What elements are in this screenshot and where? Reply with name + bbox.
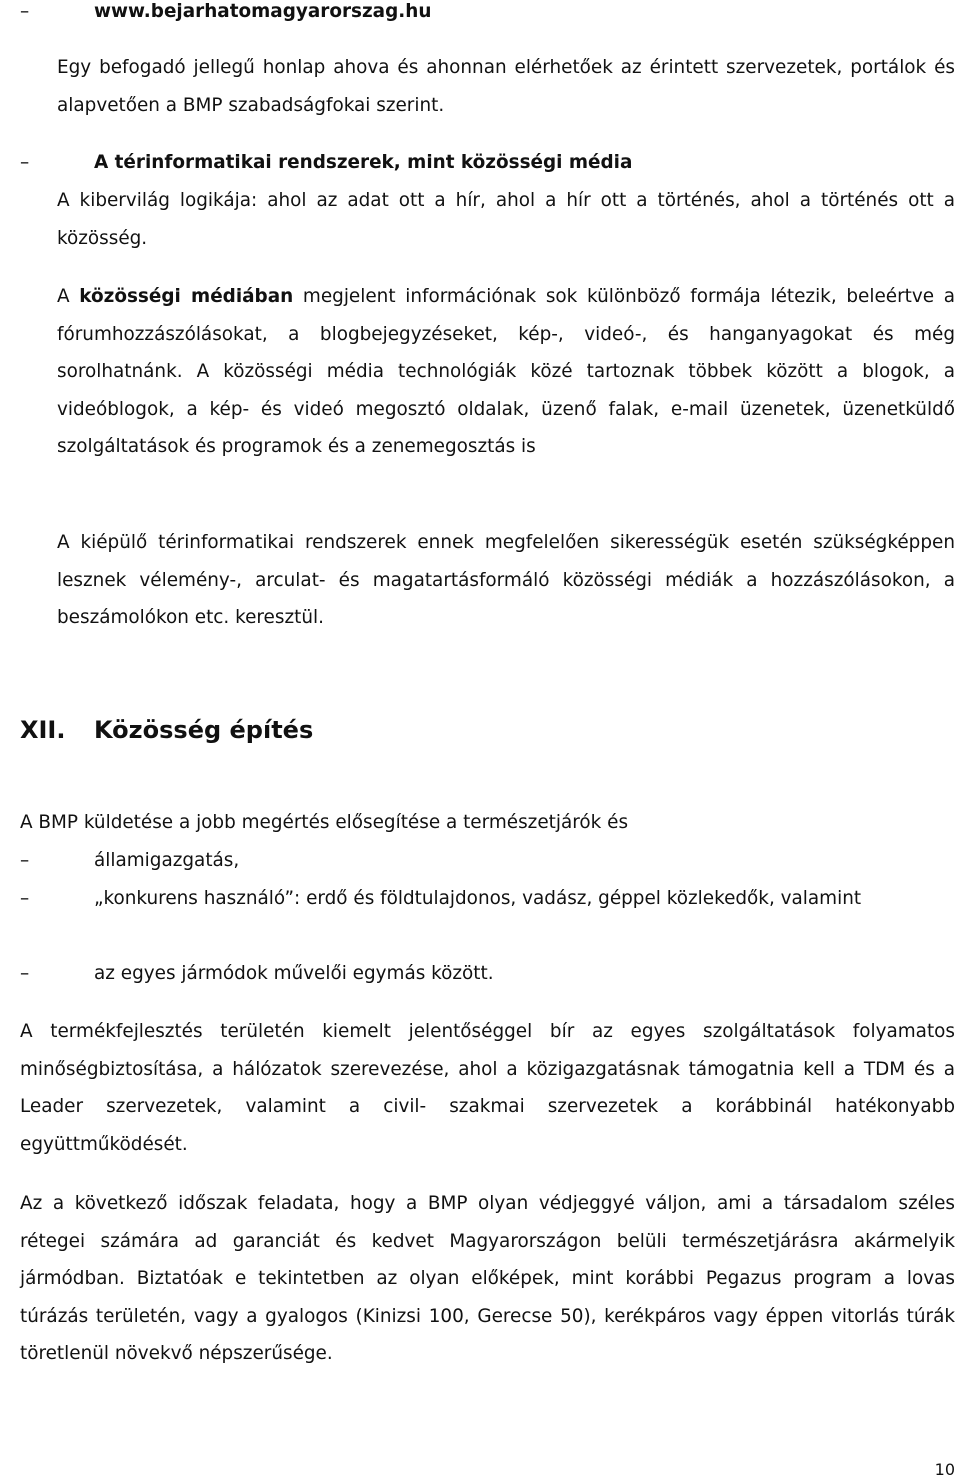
section-heading: [20, 716, 313, 744]
social-media-paragraph: [57, 278, 955, 466]
dash-bullet: –: [20, 152, 30, 173]
website-url: www.bejarhatomagyarorszag.hu: [94, 1, 432, 22]
mission-item-text: „konkurens használó”: erdő és földtulajdonos, vadász, géppel közlekedők, valamint: [94, 888, 862, 909]
future-paragraph: Az a következő időszak feladata, hogy a BMP olyan védjeggyé váljon, ami a társadalom széles rétegei számára ad garanciát és kedvet Magyarországon belüli természetjárásra akármelyik jármódban. Biztatóak e tekintetben az olyan előképek, mint korábbi Pegazus program a lovas túrázás területén, vagy a gyalogos (Kinizsi 100, Gerecse 50), kerékpáros vagy éppen vitorlás túrák töretlenül növekvő népszerűsége.: [20, 1193, 955, 1364]
gis-heading: A térinformatikai rendszerek, mint közösségi média: [94, 152, 633, 173]
url-list-item: [20, 0, 955, 30]
dash-bullet: –: [20, 963, 30, 984]
mission-item-text: államigazgatás,: [94, 850, 240, 871]
mission-list-item: [20, 955, 955, 992]
cyberworld-paragraph: A kibervilág logikája: ahol az adat ott a hír, ahol a hír ott a történés, ahol a történés ott a közösség.: [57, 190, 955, 249]
mission-list-item: [20, 842, 955, 879]
media-bold-term: közösségi médiában: [79, 286, 294, 307]
product-development-paragraph: A termékfejlesztés területén kiemelt jelentőséggel bír az egyes szolgáltatások folyamatos minőségbiztosítása, a hálózatok szerevezése, ahol a közigazgatásnak támogatnia kell a TDM és a Leader szervezetek, valamint a civil- szakmai szervezetek a korábbinál hatékonyabb együttműködését.: [20, 1021, 955, 1155]
media-rest: megjelent információnak sok különböző formája létezik, beleértve a fórumhozzászólásokat, a blogbejegyzéseket, kép-, videó-, és hanganyagokat és még sorolhatnánk. A közösségi média technológiák közé tartoznak többek között a blogok, a videóblogok, a kép- és videó megosztó oldalak, üzenő falak, e-mail üzenetek, üzenetküldő szolgáltatások és programok és a zenemegosztás is: [57, 286, 955, 457]
gis-list-item: [20, 144, 955, 181]
dash-bullet: –: [20, 1, 30, 22]
mission-intro: A BMP küldetése a jobb megértés elősegítése a természetjárók és: [20, 812, 629, 833]
mission-item-text: az egyes jármódok művelői egymás között.: [94, 963, 494, 984]
gis-community-paragraph: A kiépülő térinformatikai rendszerek ennek megfelelően sikerességük esetén szükségképpen lesznek vélemény-, arculat- és magatartásformáló közösségi médiák a hozzászólásokon, a beszámolókon etc. keresztül.: [57, 532, 955, 628]
website-description: Egy befogadó jellegű honlap ahova és ahonnan elérhetőek az érintett szervezetek, portálok és alapvetően a BMP szabadságfokai szerint.: [57, 57, 955, 116]
section-title: Közösség építés: [94, 716, 314, 744]
section-number: XII.: [20, 716, 66, 744]
dash-bullet: –: [20, 850, 30, 871]
media-lead: A: [57, 286, 80, 307]
dash-bullet: –: [20, 888, 30, 909]
page-number: 10: [934, 1460, 955, 1479]
mission-list-item: [20, 880, 955, 917]
